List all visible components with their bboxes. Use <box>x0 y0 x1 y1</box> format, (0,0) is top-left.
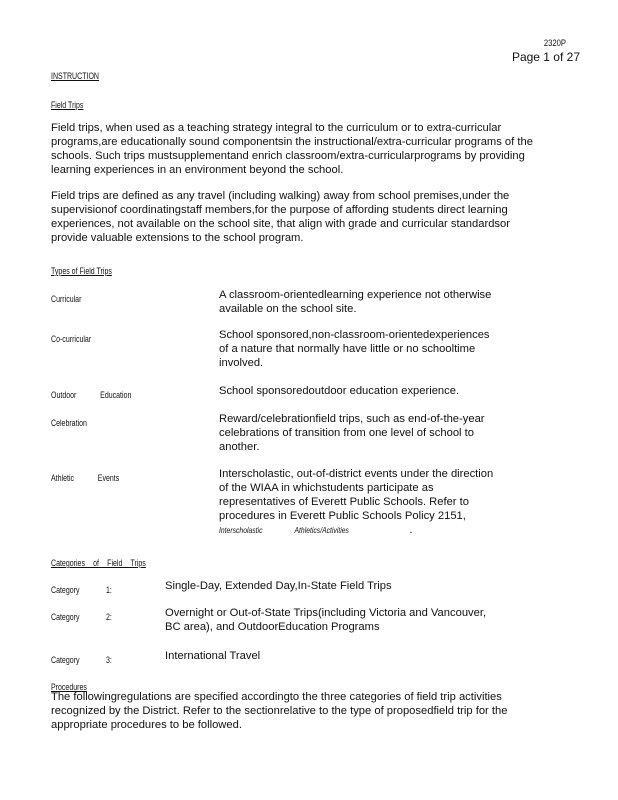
type-term-curricular <box>51 289 90 307</box>
definition-line: School sponsoredoutdoor education experience. <box>219 385 460 397</box>
category-number-text: 2: <box>106 612 112 622</box>
definition-line: A classroom-orientedlearning experience not otherwise <box>219 289 492 301</box>
category-number-text: 3: <box>106 655 112 665</box>
paragraph-line: Field trips are defined as any travel (including walking) away from school premises,under the <box>51 190 510 202</box>
category-3-number <box>106 650 114 668</box>
category-2-label <box>51 607 88 625</box>
document-code: 2320P <box>543 38 566 48</box>
paragraph-line: appropriate procedures to be followed. <box>51 719 242 731</box>
type-term-label: Celebration <box>51 418 87 428</box>
type-term-label: Co-curricular <box>51 334 92 344</box>
type-term-label: Curricular <box>51 294 82 304</box>
category-1-label <box>51 580 88 598</box>
category-1-number <box>106 580 114 598</box>
definition-line: of a nature that normally have little or no schooltime <box>219 343 476 355</box>
paragraph-line: provide valuable extensions to the school program. <box>51 232 304 244</box>
section-heading-text: INSTRUCTION <box>51 71 99 81</box>
definition-line: involved. <box>219 357 264 369</box>
definition-line: School sponsored,non-classroom-orientedexperiences <box>219 329 490 341</box>
category-line: BC area), and OutdoorEducation Programs <box>165 621 380 633</box>
type-term-outdoor-education <box>51 385 154 403</box>
type-definition-outdoor-education <box>219 384 459 398</box>
paragraph-line: schools. Such trips mustsupplementand enrich classroom/extra-curricularprograms by providing <box>51 150 525 162</box>
definition-line-italic: Interscholastic Athletics/Activities . <box>219 524 413 536</box>
definition-line: of the WIAA in whichstudents participate as <box>219 482 434 494</box>
definition-line: another. <box>219 441 260 453</box>
category-2-description <box>165 606 486 634</box>
procedures-paragraph <box>51 690 591 732</box>
field-trips-heading <box>51 95 93 113</box>
paragraph-line: supervisionof coordinatingstaff members,for the purpose of affording students direct learning <box>51 204 508 216</box>
category-label-text: Category <box>51 612 80 622</box>
type-definition-co-curricular <box>219 328 490 370</box>
field-trips-paragraph-2 <box>51 189 591 245</box>
definition-line: Interscholastic, out-of-district events under the direction <box>219 468 494 480</box>
types-heading-text: Types of Field Trips <box>51 266 112 276</box>
category-2-number <box>106 607 114 625</box>
paragraph-line: programs,are educationally sound componentsin the instructional/extra-curricular programs of the <box>51 136 533 148</box>
category-3-label <box>51 650 88 668</box>
category-label-text: Category <box>51 655 80 665</box>
paragraph-line: experiences, not available on the school site, that align with grade and curricular standardsor <box>51 218 510 230</box>
policy-title-italic: Interscholastic Athletics/Activities <box>219 525 349 535</box>
type-term-label: Athletic Events <box>51 473 120 483</box>
type-term-athletic-events <box>51 468 139 486</box>
section-heading <box>51 66 127 84</box>
category-line: International Travel <box>165 650 261 662</box>
definition-line: Reward/celebrationfield trips, such as end-of-the-year <box>219 413 485 425</box>
type-term-celebration <box>51 413 97 431</box>
category-number-text: 1: <box>106 585 112 595</box>
type-definition-celebration <box>219 412 485 454</box>
paragraph-line: learning experiences in an environment beyond the school. <box>51 164 344 176</box>
paragraph-line: recognized by the District. Refer to the sectionrelative to the type of proposedfield trip for the <box>51 705 508 717</box>
category-1-description <box>165 579 392 593</box>
definition-line: celebrations of transition from one level of school to <box>219 427 474 439</box>
paragraph-line: The followingregulations are specified accordingto the three categories of field trip activities <box>51 691 502 703</box>
paragraph-line: Field trips, when used as a teaching strategy integral to the curriculum or to extra-curricular <box>51 122 502 134</box>
definition-line: available on the school site. <box>219 303 357 315</box>
categories-heading <box>51 553 173 571</box>
category-line: Single-Day, Extended Day,In-State Field Trips <box>165 580 392 592</box>
category-3-description <box>165 649 260 663</box>
category-line: Overnight or Out-of-State Trips(including Victoria and Vancouver, <box>165 607 487 619</box>
field-trips-heading-text: Field Trips <box>51 100 84 110</box>
types-heading <box>51 261 129 279</box>
field-trips-paragraph-1 <box>51 121 591 177</box>
page-number: Page 1 of 27 <box>511 50 580 64</box>
type-definition-curricular <box>219 288 491 316</box>
definition-line: procedures in Everett Public Schools Policy 2151, <box>219 510 466 522</box>
definition-line: representatives of Everett Public Schools. Refer to <box>219 496 469 508</box>
type-definition-athletic-events <box>219 467 493 537</box>
category-label-text: Category <box>51 585 80 595</box>
type-term-co-curricular <box>51 329 103 347</box>
procedures-heading-text: Procedures <box>51 682 87 692</box>
categories-heading-text: Categories of Field Trips <box>51 558 146 568</box>
type-term-label: Outdoor Education <box>51 390 132 400</box>
